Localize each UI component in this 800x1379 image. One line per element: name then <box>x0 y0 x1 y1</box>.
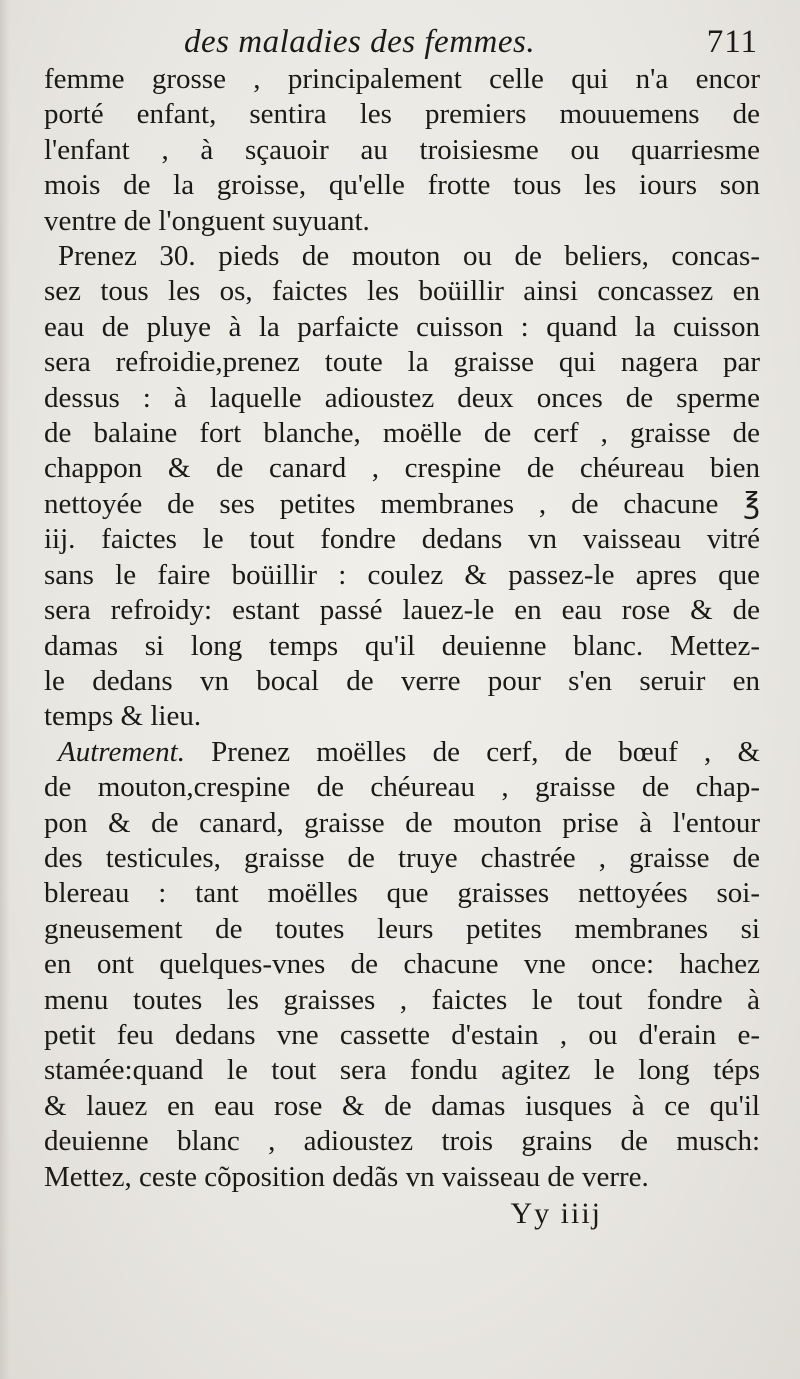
text-line: Mettez, ceste cõposition dedãs vn vaisseau de verre. <box>44 1160 649 1193</box>
text-line: gneusement de toutes leurs petites membranes si <box>44 912 760 945</box>
paragraph-alternative <box>44 735 760 1195</box>
text-line: sera refroidy: estant passé lauez-le en eau rose & de <box>44 594 760 627</box>
text-line: blereau : tant moëlles que graisses nettoyées soi- <box>44 877 760 910</box>
text-line: porté enfant, sentira les premiers mouuemens de <box>44 98 760 131</box>
text-line: temps & lieu. <box>44 700 202 733</box>
text-line: pon & de canard, graisse de mouton prise à l'entour <box>44 806 760 839</box>
running-title: des maladies des femmes. <box>184 24 536 60</box>
text-line: chappon & de canard , crespine de chéureau bien <box>44 452 760 485</box>
text-line: stamée:quand le tout sera fondu agitez le long téps <box>44 1054 760 1087</box>
text-line-rest: Prenez moëlles de cerf, de bœuf , & <box>211 735 761 768</box>
text-line: l'enfant , à sçauoir au troisiesme ou quarriesme <box>44 133 760 166</box>
text-line: en ont quelques-vnes de chacune vne once: hachez <box>44 948 760 981</box>
text-line: menu toutes les graisses , faictes le tout fondre à <box>44 983 760 1016</box>
text-line: & lauez en eau rose & de damas iusques à ce qu'il <box>44 1089 760 1122</box>
text-line: sez tous les os, faictes les boüillir ainsi concassez en <box>44 275 760 308</box>
text-line: le dedans vn bocal de verre pour s'en seruir en <box>44 664 760 697</box>
text-line: sans le faire boüillir : coulez & passez-le apres que <box>44 558 760 591</box>
text-line: damas si long temps qu'il deuienne blanc. Mettez- <box>44 629 760 662</box>
lead-word: Autrement. <box>58 735 185 768</box>
text-line: Prenez 30. pieds de mouton ou de beliers, concas- <box>58 240 760 273</box>
text-line: des testicules, graisse de truye chastrée , graisse de <box>44 841 760 874</box>
text-line: sera refroidie,prenez toute la graisse qui nagera par <box>44 346 760 379</box>
signature-row <box>44 1197 760 1237</box>
paragraph-recipe <box>44 239 760 735</box>
text-line <box>44 735 760 770</box>
text-line: dessus : à laquelle adioustez deux onces de sperme <box>44 381 760 414</box>
signature-mark: Yy iiij <box>510 1197 602 1230</box>
text-line: mois de la groisse, qu'elle frotte tous les iours son <box>44 169 760 202</box>
text-line: de mouton,crespine de chéureau , graisse de chap- <box>44 771 760 804</box>
running-head <box>44 18 760 62</box>
text-line: ventre de l'onguent suyuant. <box>44 204 370 237</box>
paragraph-continuation <box>44 62 760 239</box>
text-line: de balaine fort blanche, moëlle de cerf , graisse de <box>44 417 760 450</box>
text-line: nettoyée de ses petites membranes , de chacune ℥ <box>44 487 760 520</box>
text-line: eau de pluye à la parfaicte cuisson : quand la cuisson <box>44 310 760 343</box>
page-number: 711 <box>706 24 758 60</box>
text-line: femme grosse , principalement celle qui n'a encor <box>44 63 760 95</box>
body-text <box>44 62 760 1195</box>
text-line: deuienne blanc , adioustez trois grains de musch: <box>44 1125 760 1158</box>
text-line: iij. faictes le tout fondre dedans vn vaisseau vitré <box>44 523 760 556</box>
text-line: petit feu dedans vne cassette d'estain , ou d'erain e- <box>44 1018 760 1051</box>
